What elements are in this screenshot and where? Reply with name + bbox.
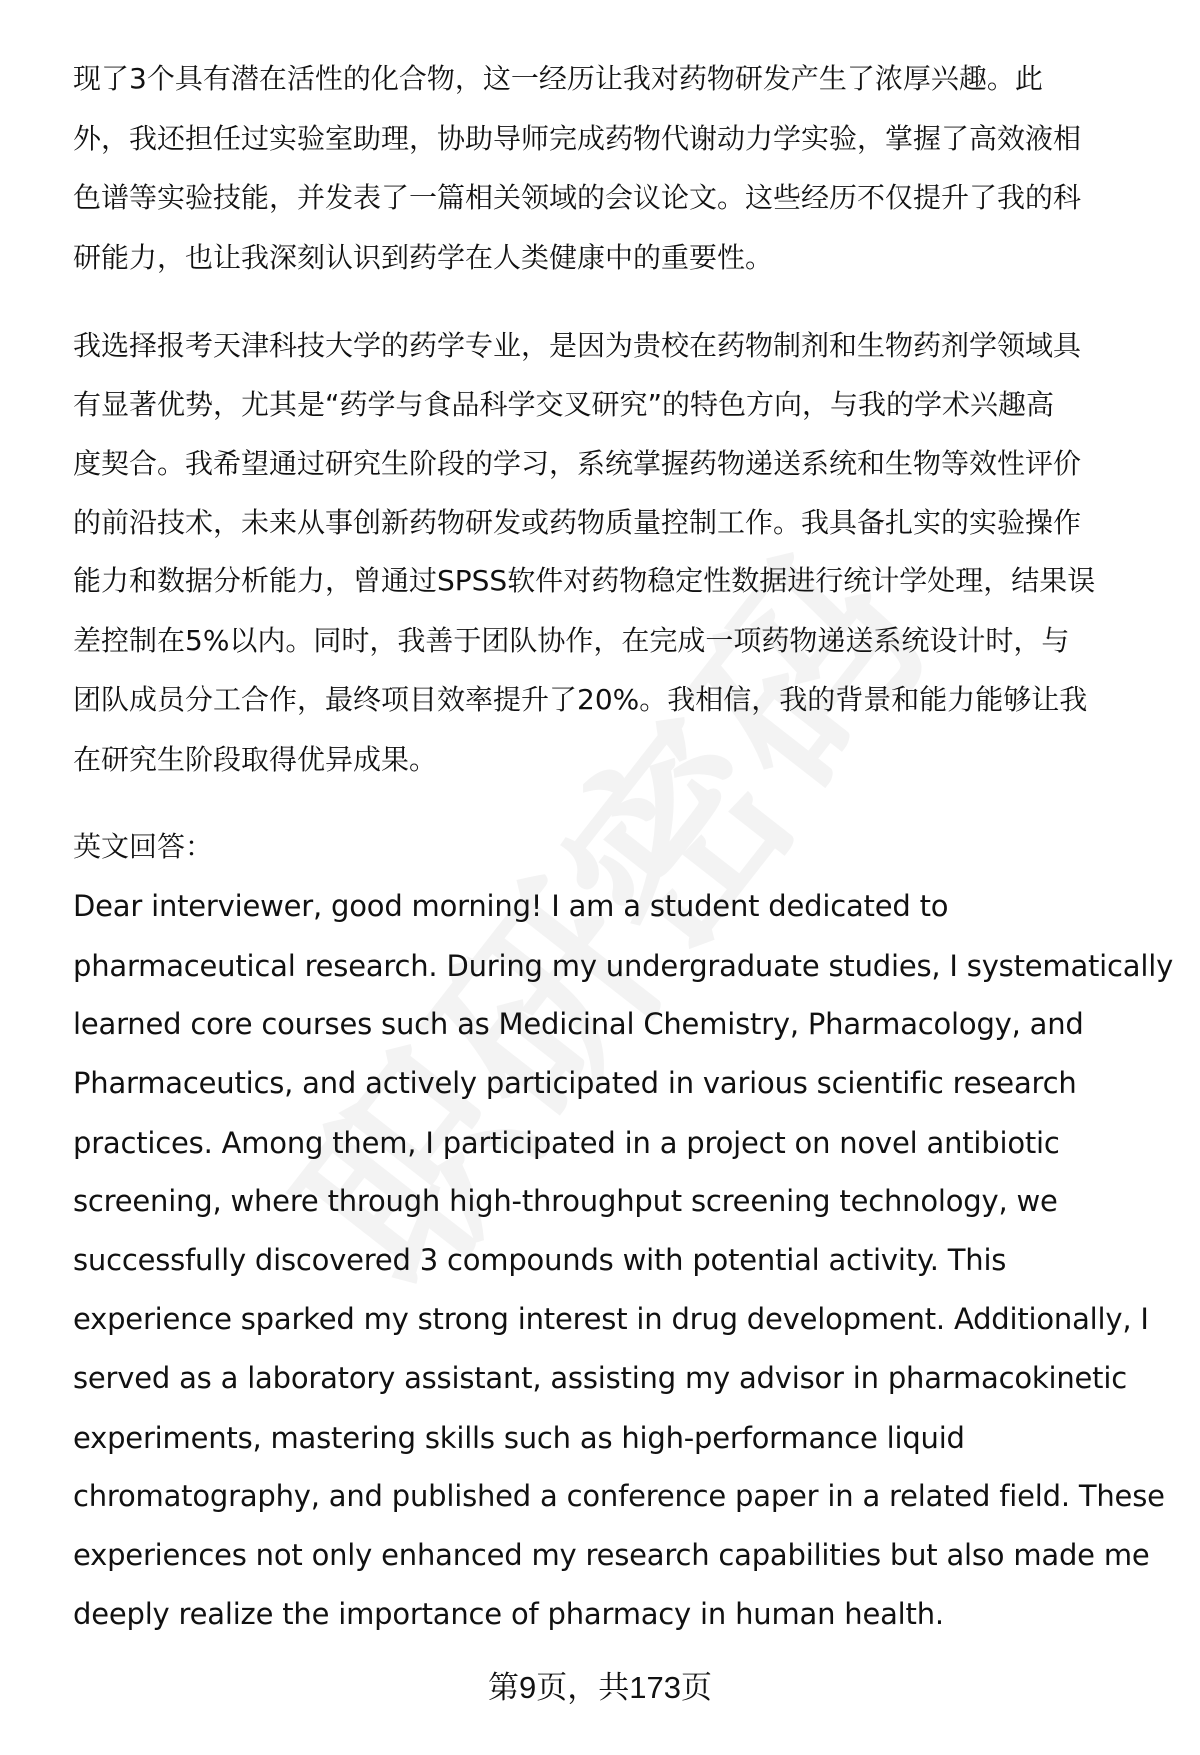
english-paragraph-line: Pharmaceutics, and actively participated in various scientific research (73, 1066, 1077, 1100)
paragraph-line: 团队成员分工合作，最终项目效率提升了20%。我相信，我的背景和能力能够让我 (73, 683, 1088, 716)
english-paragraph-line: screening, where through high-throughput screening technology, we (73, 1184, 1058, 1218)
english-paragraph-line: experiments, mastering skills such as high-performance liquid (73, 1421, 965, 1455)
english-paragraph-line: deeply realize the importance of pharmacy in human health. (73, 1597, 944, 1631)
paragraph-line: 差控制在5%以内。同时，我善于团队协作，在完成一项药物递送系统设计时，与 (73, 624, 1070, 657)
paragraph-line: 色谱等实验技能，并发表了一篇相关领域的会议论文。这些经历不仅提升了我的科 (73, 181, 1082, 214)
english-paragraph-line: chromatography, and published a conference paper in a related field. These (73, 1479, 1165, 1513)
paragraph-line: 的前沿技术，未来从事创新药物研发或药物质量控制工作。我具备扎实的实验操作 (73, 506, 1082, 539)
english-paragraph-line: served as a laboratory assistant, assisting my advisor in pharmacokinetic (73, 1361, 1127, 1395)
paragraph-line: 现了3个具有潜在活性的化合物，这一经历让我对药物研发产生了浓厚兴趣。此 (73, 62, 1043, 95)
section-heading: 英文回答： (73, 830, 214, 863)
paragraph-line: 外，我还担任过实验室助理，协助导师完成药物代谢动力学实验，掌握了高效液相 (73, 122, 1082, 155)
paragraph-line: 在研究生阶段取得优异成果。 (73, 743, 438, 776)
english-paragraph-line: practices. Among them, I participated in a project on novel antibiotic (73, 1126, 1060, 1160)
english-paragraph-line: pharmaceutical research. During my undergraduate studies, I systematically (73, 949, 1174, 983)
paragraph-line: 能力和数据分析能力，曾通过SPSS软件对药物稳定性数据进行统计学处理，结果误 (73, 564, 1096, 597)
paragraph-line: 度契合。我希望通过研究生阶段的学习，系统掌握药物递送系统和生物等效性评价 (73, 447, 1082, 480)
paragraph-line: 研能力，也让我深刻认识到药学在人类健康中的重要性。 (73, 241, 774, 274)
english-paragraph-line: learned core courses such as Medicinal Chemistry, Pharmacology, and (73, 1007, 1084, 1041)
paragraph-line: 有显著优势，尤其是“药学与食品科学交叉研究”的特色方向，与我的学术兴趣高 (73, 388, 1055, 421)
english-paragraph-line: successfully discovered 3 compounds with potential activity. This (73, 1243, 1007, 1277)
english-paragraph-line: experiences not only enhanced my research capabilities but also made me (73, 1538, 1150, 1572)
paragraph-line: 我选择报考天津科技大学的药学专业，是因为贵校在药物制剂和生物药剂学领域具 (73, 329, 1082, 362)
english-paragraph-line: experience sparked my strong interest in drug development. Additionally, I (73, 1302, 1149, 1336)
english-paragraph-line: Dear interviewer, good morning! I am a student dedicated to (73, 889, 949, 923)
page-number: 第9页，共173页 (488, 1670, 712, 1705)
